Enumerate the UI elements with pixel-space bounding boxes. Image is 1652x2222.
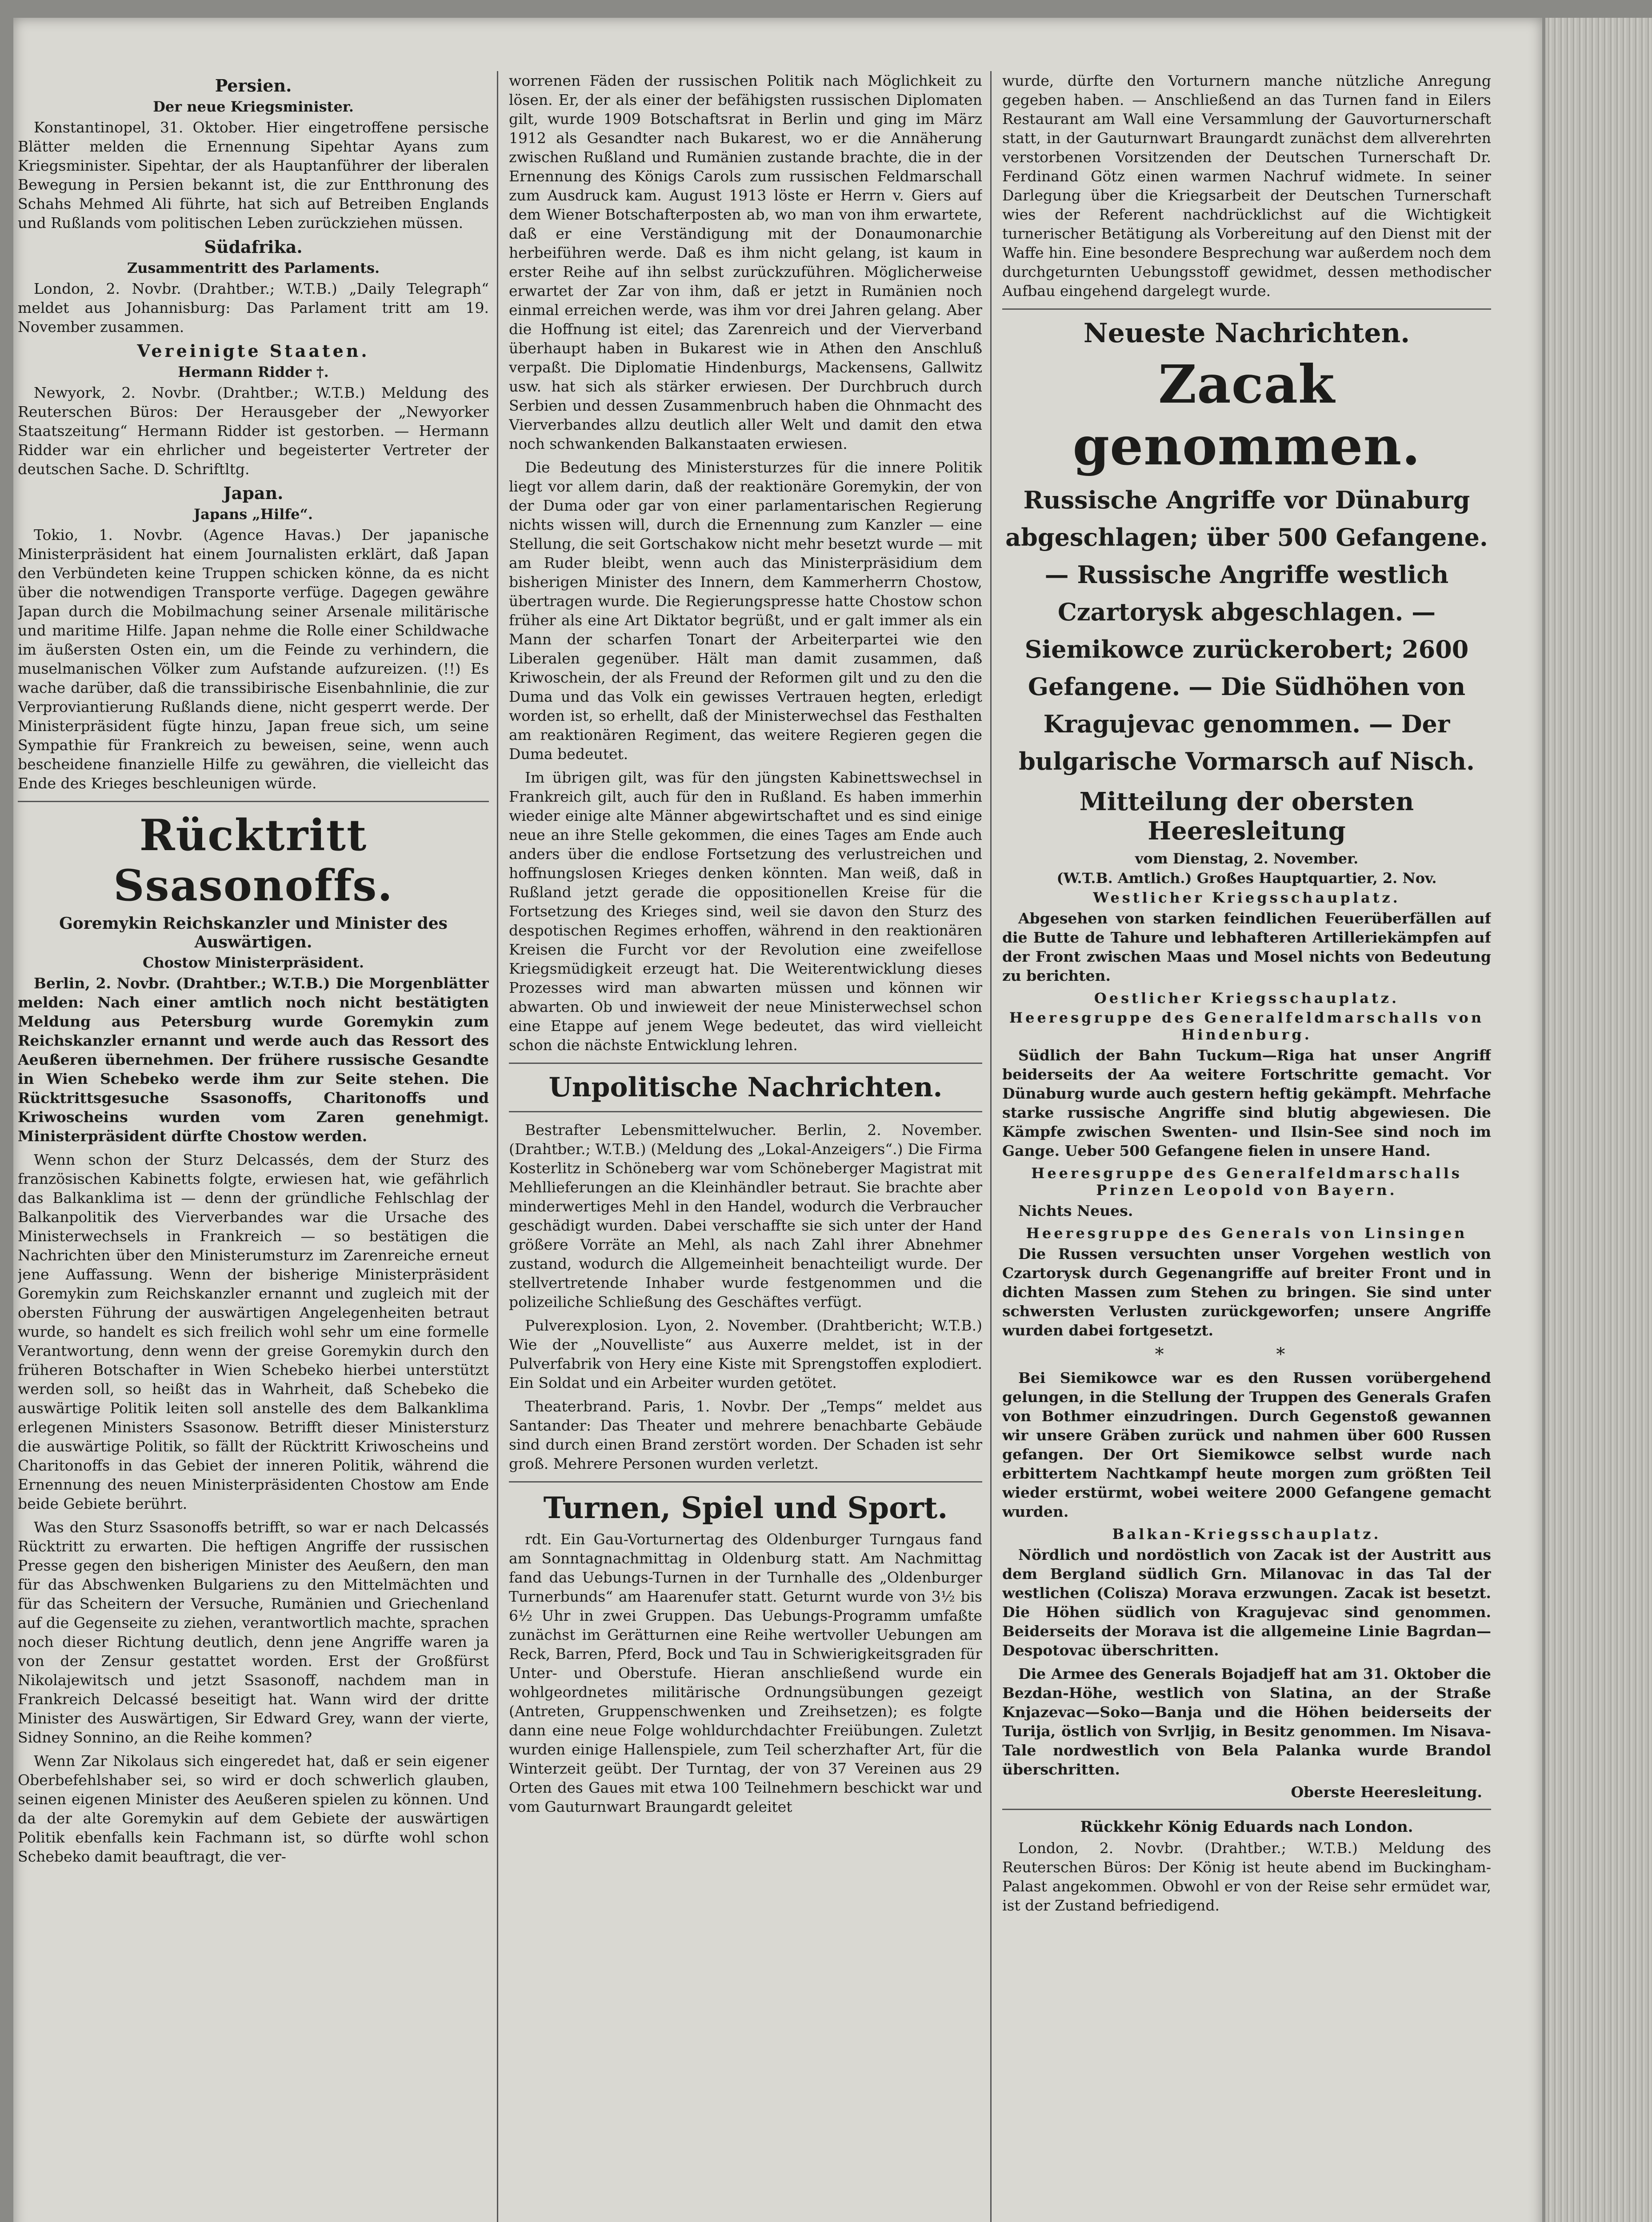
column-3 — [1002, 71, 1491, 2222]
article-paragraph: Nördlich und nordöstlich von Zacak ist der Austritt aus dem Bergland südlich Grn. Milanovac in das Tal der westlichen (Colisza) Morava erzwungen. Zacak ist besetzt. Die Höhen südlich von Kragujevac sind genommen. Beiderseits der Morava ist die allgemeine Linie Bagrdan—Despotovac überschritten. — [1002, 1546, 1491, 1659]
article-paragraph: Tokio, 1. Novbr. (Agence Havas.) Der japanische Ministerpräsident hat einem Journalisten erklärt, daß Japan den Verbündeten keine Truppen schicken könne, da es nicht über die notwendigen Transporte verfüge. Dagegen gewähre Japan durch die Mobilmachung seiner Arsenale militärische und maritime Hilfe. Japan nehme die Rolle einer Schildwache im äußersten Osten ein, um die Feinde zu verhindern, die muselmanischen Völker zum Aufstande aufzureizen. (!!) Es wache darüber, daß die transsibirische Eisenbahnlinie, die zur Verproviantierung Rußlands diene, nicht gesperrt werde. Der Ministerpräsident fügte hinzu, Japan freue sich, um seine Sympathie für Frankreich zu beweisen, seine, wenn auch bescheidene finanzielle Hilfe zu gewähren, die vielleicht das Ende des Krieges beschleunigen würde. — [18, 526, 489, 792]
report-source: (W.T.B. Amtlich.) Großes Hauptquartier, 2. Nov. — [1056, 870, 1437, 887]
divider — [509, 1063, 982, 1064]
article-headline: Rücktritt Ssasonoffs. — [113, 810, 393, 911]
article-paragraph: Die Russen versuchten unser Vorgehen westlich von Czartorysk durch Gegenangriffe auf breiter Front und in dichten Massen zum Stehen zu bringen. Sie sind unter schwersten Verlusten zurückgeworfen; unsere Angriffe wurden dabei fortgesetzt. — [1002, 1245, 1491, 1339]
article-subheading: Der neue Kriegsminister. — [153, 98, 354, 115]
article-paragraph: Die Armee des Generals Bojadjeff hat am 31. Oktober die Bezdan-Höhe, westlich von Slatina, an der Straße Knjazevac—Soko—Banja und die Höhen beiderseits der Turija, östlich von Svrljig, in Besitz genommen. Im Nisava-Tale nordwestlich von Bela Palanka wurde Brandol überschritten. — [1002, 1665, 1491, 1778]
signature: Oberste Heeresleitung. — [1291, 1783, 1482, 1801]
article-paragraph: Bestrafter Lebensmittelwucher. Berlin, 2. November. (Drahtber.; W.T.B.) (Meldung des „Lokal-Anzeigers“.) Die Firma Kosterlitz in Schöneberg war vom Schöneberger Magistrat mit Mehllieferungen an die Kleinhändler betraut. Sie brachte aber minderwertiges Mehl in den Handel, wodurch die Verbraucher geschädigt wurden. Dabei verschaffte sie sich unter der Hand größere Vorräte an Mehl, als nach Zahl ihrer Abnehmer zustand, wodurch die Allgemeinheit benachteiligt wurde. Der stellvertretende Inhaber wurde festgenommen und die polizeiliche Schließung des Geschäftes verfügt. — [509, 1121, 982, 1311]
article-paragraph: Südlich der Bahn Tuckum—Riga hat unser Angriff beiderseits der Aa weitere Fortschritte gemacht. Vor Dünaburg wurde auch gestern heftig gekämpft. Mehrfache starke russische Angriffe sind blutig abgewiesen. Die Kämpfe zwischen Swenten- und Ilsin-See sind noch im Gange. Ueber 500 Gefangene fielen in unsere Hand. — [1002, 1047, 1491, 1159]
section-heading: Persien. — [215, 76, 292, 96]
section-heading: Neueste Nachrichten. — [1083, 318, 1410, 349]
column-2 — [509, 71, 982, 2222]
article-subheading: Hermann Ridder †. — [178, 364, 329, 380]
divider — [509, 1111, 982, 1112]
column-1 — [18, 71, 489, 2222]
section-heading: Turnen, Spiel und Sport. — [543, 1491, 948, 1525]
article-paragraph: Was den Sturz Ssasonoffs betrifft, so war er nach Delcassés Rücktritt zu erwarten. Die heftigen Angriffe der russischen Presse gegen den bisherigen Minister des Aeußern, den man für das Abschwenken Bulgariens zu den Mittelmächten und für das Scheitern der Versuche, Rumänien und Griechenland auf die Gegenseite zu ziehen, verantwortlich machte, sprachen noch dieser Richtung deutlich, denn jene Angriffe waren ja von der Zensur gestattet worden. Erst der Großfürst Nikolajewitsch und jetzt Ssasonoff, nachdem man in Frankreich Delcassé beseitigt hat. Wann wird der dritte Minister des Auswärtigen, Sir Edward Grey, wann der vierte, Sidney Sonnino, an die Reihe kommen? — [18, 1519, 489, 1746]
divider — [509, 1481, 982, 1483]
article-paragraph: Im übrigen gilt, was für den jüngsten Kabinettswechsel in Frankreich gilt, auch für den in Rußland. Es haben immerhin wieder einige alte Männer abgewirtschaftet und es sind einige neue an ihre Stelle gekommen, die eines Tages am Ende auch anders über die endlose Fortsetzung des verlustreichen und hoffnungslosen Krieges denken könnten. Man weiß, daß in Rußland jetzt gerade die oppositionellen Kreise für die Fortsetzung des Krieges sind, weil sie davon den Sturz des despotischen Regimes erhoffen, während in den reaktionären Kreisen die Furcht vor der Revolution eine zweifellose Kriegsmüdigkeit erzeugt hat. Die Weiterentwicklung dieses Prozesses wird man abwarten müssen und können wir abwarten. Ob und inwieweit der neue Ministerwechsel schon eine Etappe auf jenem Wege bedeutet, das wird vielleicht schon die nächste Entwicklung lehren. — [509, 769, 982, 1054]
army-group-heading: Heeresgruppe des Generals von Linsingen — [1026, 1225, 1468, 1242]
article-paragraph: Die Bedeutung des Ministersturzes für die innere Politik liegt vor allem darin, daß der reaktionäre Goremykin, der von der Duma oder gar von einer parlamentarischen Regierung nichts wissen will, durch die Ernennung zum Kanzler — eine Stellung, die seit Gortschakow nicht mehr besetzt wurde — mit am Ruder bleibt, wenn auch das Ministerpräsidium dem bisherigen Minister des Innern, dem Kammerherrn Chostow, übertragen wurde. Die Regierungspresse hatte Chostow schon früher als eine Art Diktator begrüßt, und er galt immer als ein Mann der scharfen Tonart der Arbeiterpartei wie den Liberalen gegenüber. Hält man damit zusammen, daß Kriwoschein, der als Freund der Reformen gilt und zu den die Duma und das Volk ein gewisses Vertrauen hegten, erledigt worden ist, so erhellt, daß der Ministerwechsel das Festhalten am reaktionären Regiment, das weitere Regieren gegen die Duma bedeutet. — [509, 459, 982, 763]
article-paragraph: Newyork, 2. Novbr. (Drahtber.; W.T.B.) Meldung des Reuterschen Büros: Der Herausgeber der „Newyorker Staatszeitung“ Hermann Ridder ist gestorben. — Hermann Ridder war ein ehrlicher und begeisterter Vertreter der deutschen Sache. D. Schriftltg. — [18, 384, 489, 478]
article-paragraph: Pulverexplosion. Lyon, 2. November. (Drahtbericht; W.T.B.) Wie der „Nouvelliste“ aus Auxerre meldet, ist in der Pulverfabrik von Hery eine Kiste mit Sprengstoffen explodiert. Ein Soldat und ein Arbeiter wurden getötet. — [509, 1317, 982, 1391]
column-rule — [497, 71, 498, 2222]
article-paragraph: Bei Siemikowce war es den Russen vorübergehend gelungen, in die Stellung der Truppen des Generals Grafen von Bothmer einzudringen. Durch Gegenstoß gewannen wir unsere Gräben zurück und nahmen über 600 Russen gefangen. Der Ort Siemikowce selbst wurde nach erbittertem Nachtkampf heute morgen zum größten Teil wieder erstürmt, wobei weitere 2000 Gefangene gemacht wurden. — [1002, 1369, 1491, 1520]
theater-heading: Westlicher Kriegsschauplatz. — [1093, 889, 1400, 906]
divider — [1002, 308, 1491, 310]
section-heading: Unpolitische Nachrichten. — [548, 1072, 943, 1103]
page-edge — [1545, 18, 1652, 2222]
article-subheading: Japans „Hilfe“. — [193, 506, 313, 523]
section-heading: Vereinigte Staaten. — [137, 341, 370, 361]
theater-heading: Oestlicher Kriegsschauplatz. — [1094, 990, 1400, 1007]
article-paragraph: Wenn schon der Sturz Delcassés, dem der Sturz des französischen Kabinetts folgte, erwiesen hat, wie gefährlich das Balkanklima ist — denn der gründliche Fehlschlag der Balkanpolitik des Vierverbandes war die Ursache des Ministerwechsels in Frankreich — so bestätigen die Nachrichten über den Ministerumsturz im Zarenreiche erneut jene Auffassung. Wenn der bisherige Ministerpräsident Goremykin zum Reichskanzler ernannt und zugleich mit der obersten Führung der auswärtigen Angelegenheiten betraut wurde, so handelt es sich freilich wohl sehr um eine formelle Verantwortung, denn wenn der greise Goremykin durch den früheren Botschafter in Wien Schebeko hierbei unterstützt werden soll, so heißt das in Wahrheit, daß Schebeko die auswärtige Politik leiten soll anstelle des dem Balkanklima erlegenen Ministers Ssasonow. Betrifft dieser Ministersturz die auswärtige Politik, so fällt der Rücktritt Kriwoscheins und Charitonoffs in das Gebiet der inneren Politik, während die Ernennung des neuen Ministerpräsidenten Chostow am Ende beide Gebiete berührt. — [18, 1151, 489, 1512]
divider — [18, 801, 489, 802]
column-rule — [990, 71, 992, 2222]
article-subheading: Goremykin Reichskanzler und Minister des Auswärtigen. — [59, 914, 448, 951]
article-paragraph: Abgesehen von starken feindlichen Feuerüberfällen auf die Butte de Tahure und lebhafteren Artilleriekämpfen auf der Front zwischen Maas und Mosel nichts von Bedeutung zu berichten. — [1002, 910, 1491, 984]
main-headline: Zacak genommen. — [1072, 353, 1421, 477]
divider — [1002, 1809, 1491, 1810]
article-paragraph: Konstantinopel, 31. Oktober. Hier eingetroffene persische Blätter melden die Ernennung Sipehtar Ayans zum Kriegsminister. Sipehtar, der als Hauptanführer der liberalen Bewegung in Persien bekannt ist, die zur Entthronung des Schahs Mehmed Ali führte, hat sich auf Betreiben Englands und Rußlands vom politischen Leben zurückziehen müssen. — [18, 119, 489, 232]
article-paragraph: Wenn Zar Nikolaus sich eingeredet hat, daß er sein eigener Oberbefehlshaber sei, so wird er doch schwerlich glauben, seinen eigenen Minister des Aeußeren spielen zu können. Und da der alte Goremykin auf dem Gebiete der auswärtigen Politik ebenfalls kein Fachmann ist, so dürfte wohl schon Schebeko damit beauftragt, die ver- — [18, 1752, 489, 1865]
separator-stars: * * — [1155, 1344, 1339, 1365]
article-paragraph: London, 2. Novbr. (Drahtber.; W.T.B.) Meldung des Reuterschen Büros: Der König ist heute abend im Buckingham-Palast angekommen. Obwohl er von der Reise sehr ermüdet war, ist der Zustand befriedigend. — [1002, 1839, 1491, 1914]
article-paragraph: Theaterbrand. Paris, 1. Novbr. Der „Temps“ meldet aus Santander: Das Theater und mehrere benachbarte Gebäude sind durch einen Brand zerstört worden. Der Schaden ist sehr groß. Mehrere Personen wurden verletzt. — [509, 1398, 982, 1472]
article-paragraph: rdt. Ein Gau-Vorturnertag des Oldenburger Turngaus fand am Sonntagnachmittag in Oldenburg statt. Am Nachmittag fand das Uebungs-Turnen in der Turnhalle des „Oldenburger Turnerbunds“ am Haarenufer statt. Geturnt wurde von 3½ bis 6½ Uhr in zwei Gruppen. Das Uebungs-Programm umfaßte zunächst im Gerätturnen eine Reihe wertvoller Uebungen am Reck, Barren, Pferd, Bock und Tau in Schwierigkeitsgraden für Unter- und Oberstufe. Hieran anschließend wurde ein wohlgeordnetes militärische Ordnungsübungen gezeigt (Antreten, Gruppenschwenken und Zreihsetzen); es folgte dann eine neue Folge wohldurchdachter Freiübungen. Zuletzt wurden einige Hallenspiele, zum Teil scherzhafter Art, für die Winterzeit geübt. Der Turntag, der von 37 Vereinen aus 29 Orten des Gaues mit etwa 100 Teilnehmern beschickt war und vom Gauturnwart Braungardt geleitet — [509, 1531, 982, 1815]
article-paragraph: Nichts Neues. — [1018, 1202, 1133, 1219]
article-paragraph: worrenen Fäden der russischen Politik nach Möglichkeit zu lösen. Er, der als einer der befähigsten russischen Diplomaten gilt, wurde 1909 Botschaftsrat in Berlin und ging im März 1912 als Gesandter nach Bukarest, wo er die Annäherung zwischen Rußland und Rumänien zustande brachte, die in der Ernennung des Königs Carols zum russischen Feldmarschall zum Ausdruck kam. August 1913 löste er Herrn v. Giers auf dem Wiener Botschafterposten ab, wo man von ihm erwartete, daß er eine Verständigung mit der Donaumonarchie herbeiführen werde. Daß es ihm nicht gelang, ist kaum in erster Reihe auf ihn selbst zurückzuführen. Möglicherweise erwartet der Zar von ihm, daß er jetzt in Rumänien noch einmal erreichen werde, was ihm vor drei Jahren gelang. Aber die Hoffnung ist eitel; das Zarenreich und der Vierverband überhaupt haben in Bukarest wie in Athen den Anschluß verpaßt. Die Diplomatie Hindenburgs, Mackensens, Gallwitz usw. hat sich als stärker erwiesen. Der Durchbruch durch Serbien und dessen Zusammenbruch haben die Ohnmacht des Vierverbandes allzu deutlich aller Welt und damit den etwa noch schwankenden Balkanstaaten erwiesen. — [509, 72, 982, 452]
article-subheading: Zusammentritt des Parlaments. — [127, 260, 380, 276]
article-subheading: Chostow Ministerpräsident. — [143, 954, 364, 971]
article-subheading: Rückkehr König Eduards nach London. — [1080, 1818, 1413, 1836]
article-paragraph: London, 2. Novbr. (Drahtber.; W.T.B.) „Daily Telegraph“ meldet aus Johannisburg: Das Parlament tritt am 19. November zusammen. — [18, 280, 489, 336]
section-heading: Südafrika. — [204, 237, 303, 257]
army-group-heading: Heeresgruppe des Generalfeldmarschalls Prinzen Leopold von Bayern. — [1031, 1165, 1462, 1199]
headline-summary: Russische Angriffe vor Dünaburg abgeschlagen; über 500 Gefangene. — Russische Angriffe westlich Czartorysk abgeschlagen. — Siemikowce zurückerobert; 2600 Gefangene. — Die Südhöhen von Kragujevac genommen. — Der bulgarische Vormarsch auf Nisch. — [1005, 486, 1488, 775]
army-group-heading: Heeresgruppe des Generalfeldmarschalls von Hindenburg. — [1009, 1009, 1484, 1043]
report-date: vom Dienstag, 2. November. — [1135, 850, 1359, 867]
report-heading: Mitteilung der obersten Heeresleitung — [1079, 787, 1414, 846]
article-paragraph: wurde, dürfte den Vorturnern manche nützliche Anregung gegeben haben. — Anschließend an das Turnen fand in Eilers Restaurant am Wall eine Versammlung der Gauvorturnerschaft statt, in der Gauturnwart Braungardt zunächst dem allverehrten verstorbenen Vorsitzenden der Deutschen Turnerschaft Dr. Ferdinand Götz einen warmen Nachruf widmete. In seiner Darlegung über die Kriegsarbeit der Deutschen Turnerschaft wies der Referent nachdrücklichst auf die Wichtigkeit turnerischer Betätigung als Vorbereitung auf den Dienst mit der Waffe hin. Eine besondere Besprechung war außerdem noch dem durchgeturnten Uebungsstoff gewidmet, dessen methodischer Aufbau eingehend dargelegt wurde. — [1002, 72, 1491, 300]
section-heading: Japan. — [223, 483, 284, 503]
article-paragraph: Berlin, 2. Novbr. (Drahtber.; W.T.B.) Die Morgenblätter melden: Nach einer amtlich noch nicht bestätigten Meldung aus Petersburg wurde Goremykin zum Reichskanzler ernannt und werde auch das Ressort des Aeußeren übernehmen. Der frühere russische Gesandte in Wien Schebeko werde ihm zur Seite stehen. Die Rücktrittsgesuche Ssasonoffs, Charitonoffs und Kriwoscheins wurden vom Zaren genehmigt. Ministerpräsident dürfte Chostow werden. — [18, 975, 489, 1145]
theater-heading: Balkan-Kriegsschauplatz. — [1112, 1526, 1381, 1543]
